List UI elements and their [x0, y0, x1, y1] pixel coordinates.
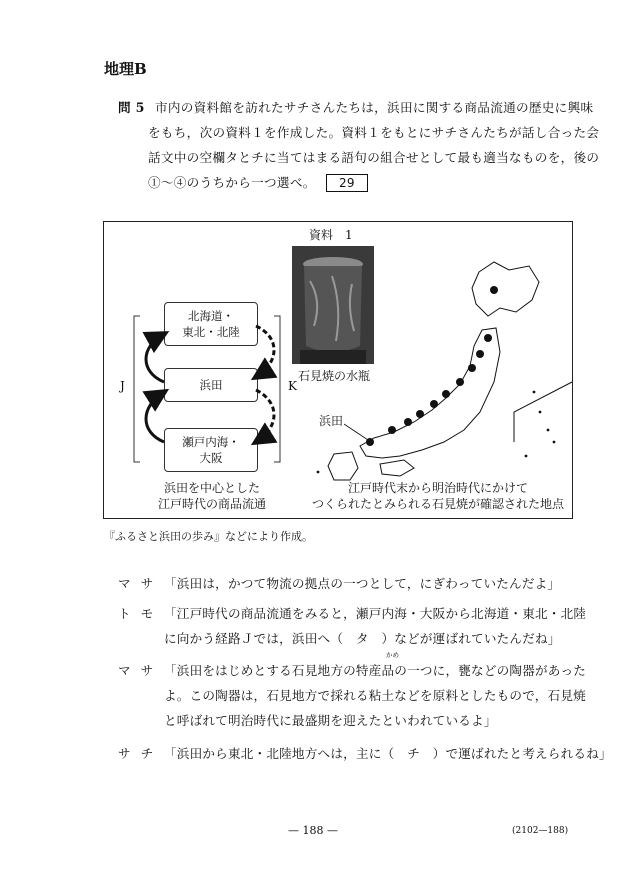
flow-box-setouchi-line2: 大阪 — [199, 451, 223, 465]
speaker-1: マサ — [118, 576, 164, 591]
site-dot — [468, 364, 476, 372]
source-note: 『ふるさと浜田の歩み』などにより作成。 — [104, 530, 313, 543]
speaker-2: トモ — [118, 606, 164, 621]
dialogue-4-line1: 「浜田から東北・北陸地方へは，主に（ チ ）で運ばれたと考えられるね」 — [164, 746, 612, 761]
answer-number-box: 29 — [326, 174, 368, 192]
hamada-leader-line — [344, 424, 368, 440]
question-text-1: 市内の資料館を訪れたサチさんたちは，浜田に関する商品流通の歴史に興味 — [154, 100, 594, 115]
arrow-j-upper — [146, 334, 164, 382]
speaker-4: サチ — [118, 746, 164, 761]
question-text-4: ①～④のうちから一つ選べ。 — [148, 175, 316, 190]
speaker-3: マサ — [118, 663, 164, 678]
question-line-2: をもち，次の資料１を作成した。資料１をもとにサチさんたちが話し合った会 — [148, 125, 600, 140]
dialogue-2-line1: 「江戸時代の商品流通をみると，瀬戸内海・大阪から北海道・東北・北陸 — [164, 606, 587, 621]
flow-label-k: K — [288, 379, 297, 393]
site-dot — [484, 334, 492, 342]
site-dot — [404, 418, 412, 426]
flow-box-hokkaido-line2: 東北・北陸 — [182, 325, 240, 339]
photo-caption: 石見焼の水瓶 — [297, 369, 370, 383]
site-dot — [456, 378, 464, 386]
site-dot — [442, 390, 450, 398]
site-dot — [430, 400, 438, 408]
map-shikoku — [380, 460, 414, 476]
dialogue-3-line1: 「浜田をはじめとする石見地方の特産品の一つに，甕などの陶器があった — [164, 663, 587, 678]
caption-right — [309, 480, 567, 512]
map-site-dots — [366, 286, 498, 446]
bracket-k — [274, 316, 280, 462]
question-number: 問 5 — [118, 100, 145, 115]
flow-label-j: J — [120, 379, 125, 393]
site-dot — [490, 286, 498, 294]
site-dot — [416, 410, 424, 418]
figure-title: 資料 1 — [309, 228, 353, 242]
question-line-1 — [118, 97, 593, 116]
dialogue-4 — [118, 743, 612, 762]
arrow-k-lower — [256, 390, 274, 442]
dialogue-3 — [118, 660, 586, 679]
dialogue-3-line3: と呼ばれて明治時代に最盛期を迎えたといわれているよ」 — [164, 713, 497, 728]
map-honshu — [360, 328, 500, 458]
caption-right-line1: 江戸時代末から明治時代にかけて — [347, 481, 528, 495]
dialogue-3-line2: よ。この陶器は，石見地方で採れる粘土などを原料としたもので，石見焼 — [164, 688, 586, 703]
map-hokkaido — [472, 262, 539, 316]
question-line-3: 話文中の空欄タとチに当てはまる語句の組合せとして最も適当なものを，後の — [148, 150, 600, 165]
map-label-hamada: 浜田 — [319, 414, 344, 428]
flow-box-setouchi-line1: 瀬戸内海・ — [182, 435, 240, 449]
page-code: (2102—188) — [512, 826, 569, 836]
flow-box-hokkaido-line1: 北海道・ — [188, 309, 234, 323]
map-inset-frame — [514, 382, 572, 442]
question-line-4 — [148, 172, 368, 192]
arrow-k-upper — [256, 326, 274, 377]
dialogue-1-line1: 「浜田は，かつて物流の拠点の一つとして，にぎわっていたんだよ」 — [164, 576, 561, 591]
map-kyushu — [328, 452, 358, 480]
caption-left-line1: 浜田を中心とした — [163, 481, 260, 495]
bracket-j — [134, 316, 140, 462]
japan-map — [304, 242, 572, 482]
flow-box-hamada-label: 浜田 — [199, 378, 223, 392]
site-dot — [388, 426, 396, 434]
page-number: — 188 — — [288, 824, 338, 837]
caption-left-line2: 江戸時代の商品流通 — [157, 497, 266, 511]
ruby-kame: かめ — [386, 651, 399, 659]
figure-frame — [103, 221, 573, 519]
caption-left — [132, 480, 292, 512]
dialogue-1 — [118, 573, 560, 592]
site-dot — [476, 350, 484, 358]
dialogue-2 — [118, 603, 586, 622]
caption-right-line2: つくられたとみられる石見焼が確認された地点 — [311, 497, 564, 511]
dialogue-2-line2: に向かう経路Ｊでは，浜田へ（ タ ）などが運ばれていたんだね」 — [164, 631, 561, 646]
arrow-j-lower — [146, 392, 164, 442]
subject-heading: 地理B — [104, 60, 147, 78]
